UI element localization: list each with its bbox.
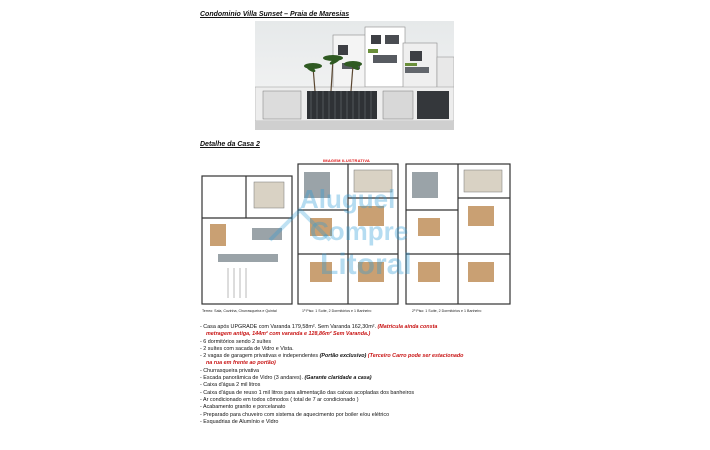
document-title: Condominio Villa Sunset – Praia de Maresias bbox=[200, 11, 350, 18]
watermark-line3: Litoral bbox=[320, 248, 412, 281]
feature-item: - Preparado para chuveiro com sistema de aquecimento por boiler e/ou elétrico bbox=[200, 411, 390, 418]
feature-text: - Escada panorâmica de Vidro (3 andares). bbox=[200, 375, 305, 382]
feature-text: - Casa após UPGRADE com Varanda 179,58m². Sem Varanda 162,30m². bbox=[200, 324, 378, 330]
feature-note-red: (Matricula ainda consta bbox=[377, 324, 438, 330]
plan-caption-ground: Terreo: Sala, Cozinha, Churrasqueira e Quintal bbox=[202, 309, 277, 313]
section-title: Detalhe da Casa 2 bbox=[200, 141, 260, 148]
feature-note-red: na rua em frente ao portão) bbox=[206, 360, 276, 367]
feature-item: - Caixa d'água de reuso 1 mil litros para alimentação das caixas acopladas dos banheiros bbox=[200, 389, 415, 396]
illustrative-image-note: IMAGEM ILUSTRATIVA bbox=[323, 158, 371, 163]
feature-item: - 6 dormitórios sendo 2 suítes bbox=[200, 338, 272, 345]
feature-note-red: (Terceiro Carro pode ser estacionado bbox=[366, 353, 464, 360]
feature-item: - Ar condicionado em todos cômodos ( total de 7 ar condicionado ) bbox=[200, 396, 359, 403]
feature-item: - Acabamento granito e porcelanato bbox=[200, 404, 286, 411]
feature-item bbox=[200, 375, 520, 382]
building-illustration bbox=[255, 21, 454, 130]
watermark-line2: Compre bbox=[310, 216, 409, 246]
building-rendering-image bbox=[255, 21, 454, 130]
watermark-line1: Aluguel bbox=[300, 184, 396, 214]
feature-item bbox=[200, 353, 520, 368]
floor-plans-image bbox=[198, 158, 516, 321]
feature-item: - Esquadrias de Alumínio e Vidro bbox=[200, 418, 279, 425]
feature-item: - 2 suítes com sacada de Vidro e Vista. bbox=[200, 345, 294, 352]
feature-item bbox=[200, 324, 520, 339]
feature-item: - Churrasqueira privativa bbox=[200, 367, 260, 374]
plan-caption-second: 2º Piso: 1 Suíte, 2 Dormitórios e 1 Banheiro bbox=[412, 309, 482, 313]
features-list bbox=[200, 324, 520, 426]
floor-plan-drawing bbox=[198, 158, 516, 321]
feature-note-bold: (Garante claridade a casa) bbox=[304, 375, 372, 382]
feature-text: - 2 vagas de garagem privativas e independentes bbox=[200, 353, 320, 360]
feature-item: - Caixa d'água 2 mil litros bbox=[200, 382, 261, 389]
feature-note-bold: (Portão exclusivo) bbox=[319, 353, 367, 360]
feature-note-red: metragem antiga, 144m² com varanda e 128,86m² Sem Varanda.) bbox=[206, 331, 371, 338]
plan-caption-first: 1º Piso: 1 Suíte, 2 Dormitórios e 1 Banheiro bbox=[302, 309, 372, 313]
